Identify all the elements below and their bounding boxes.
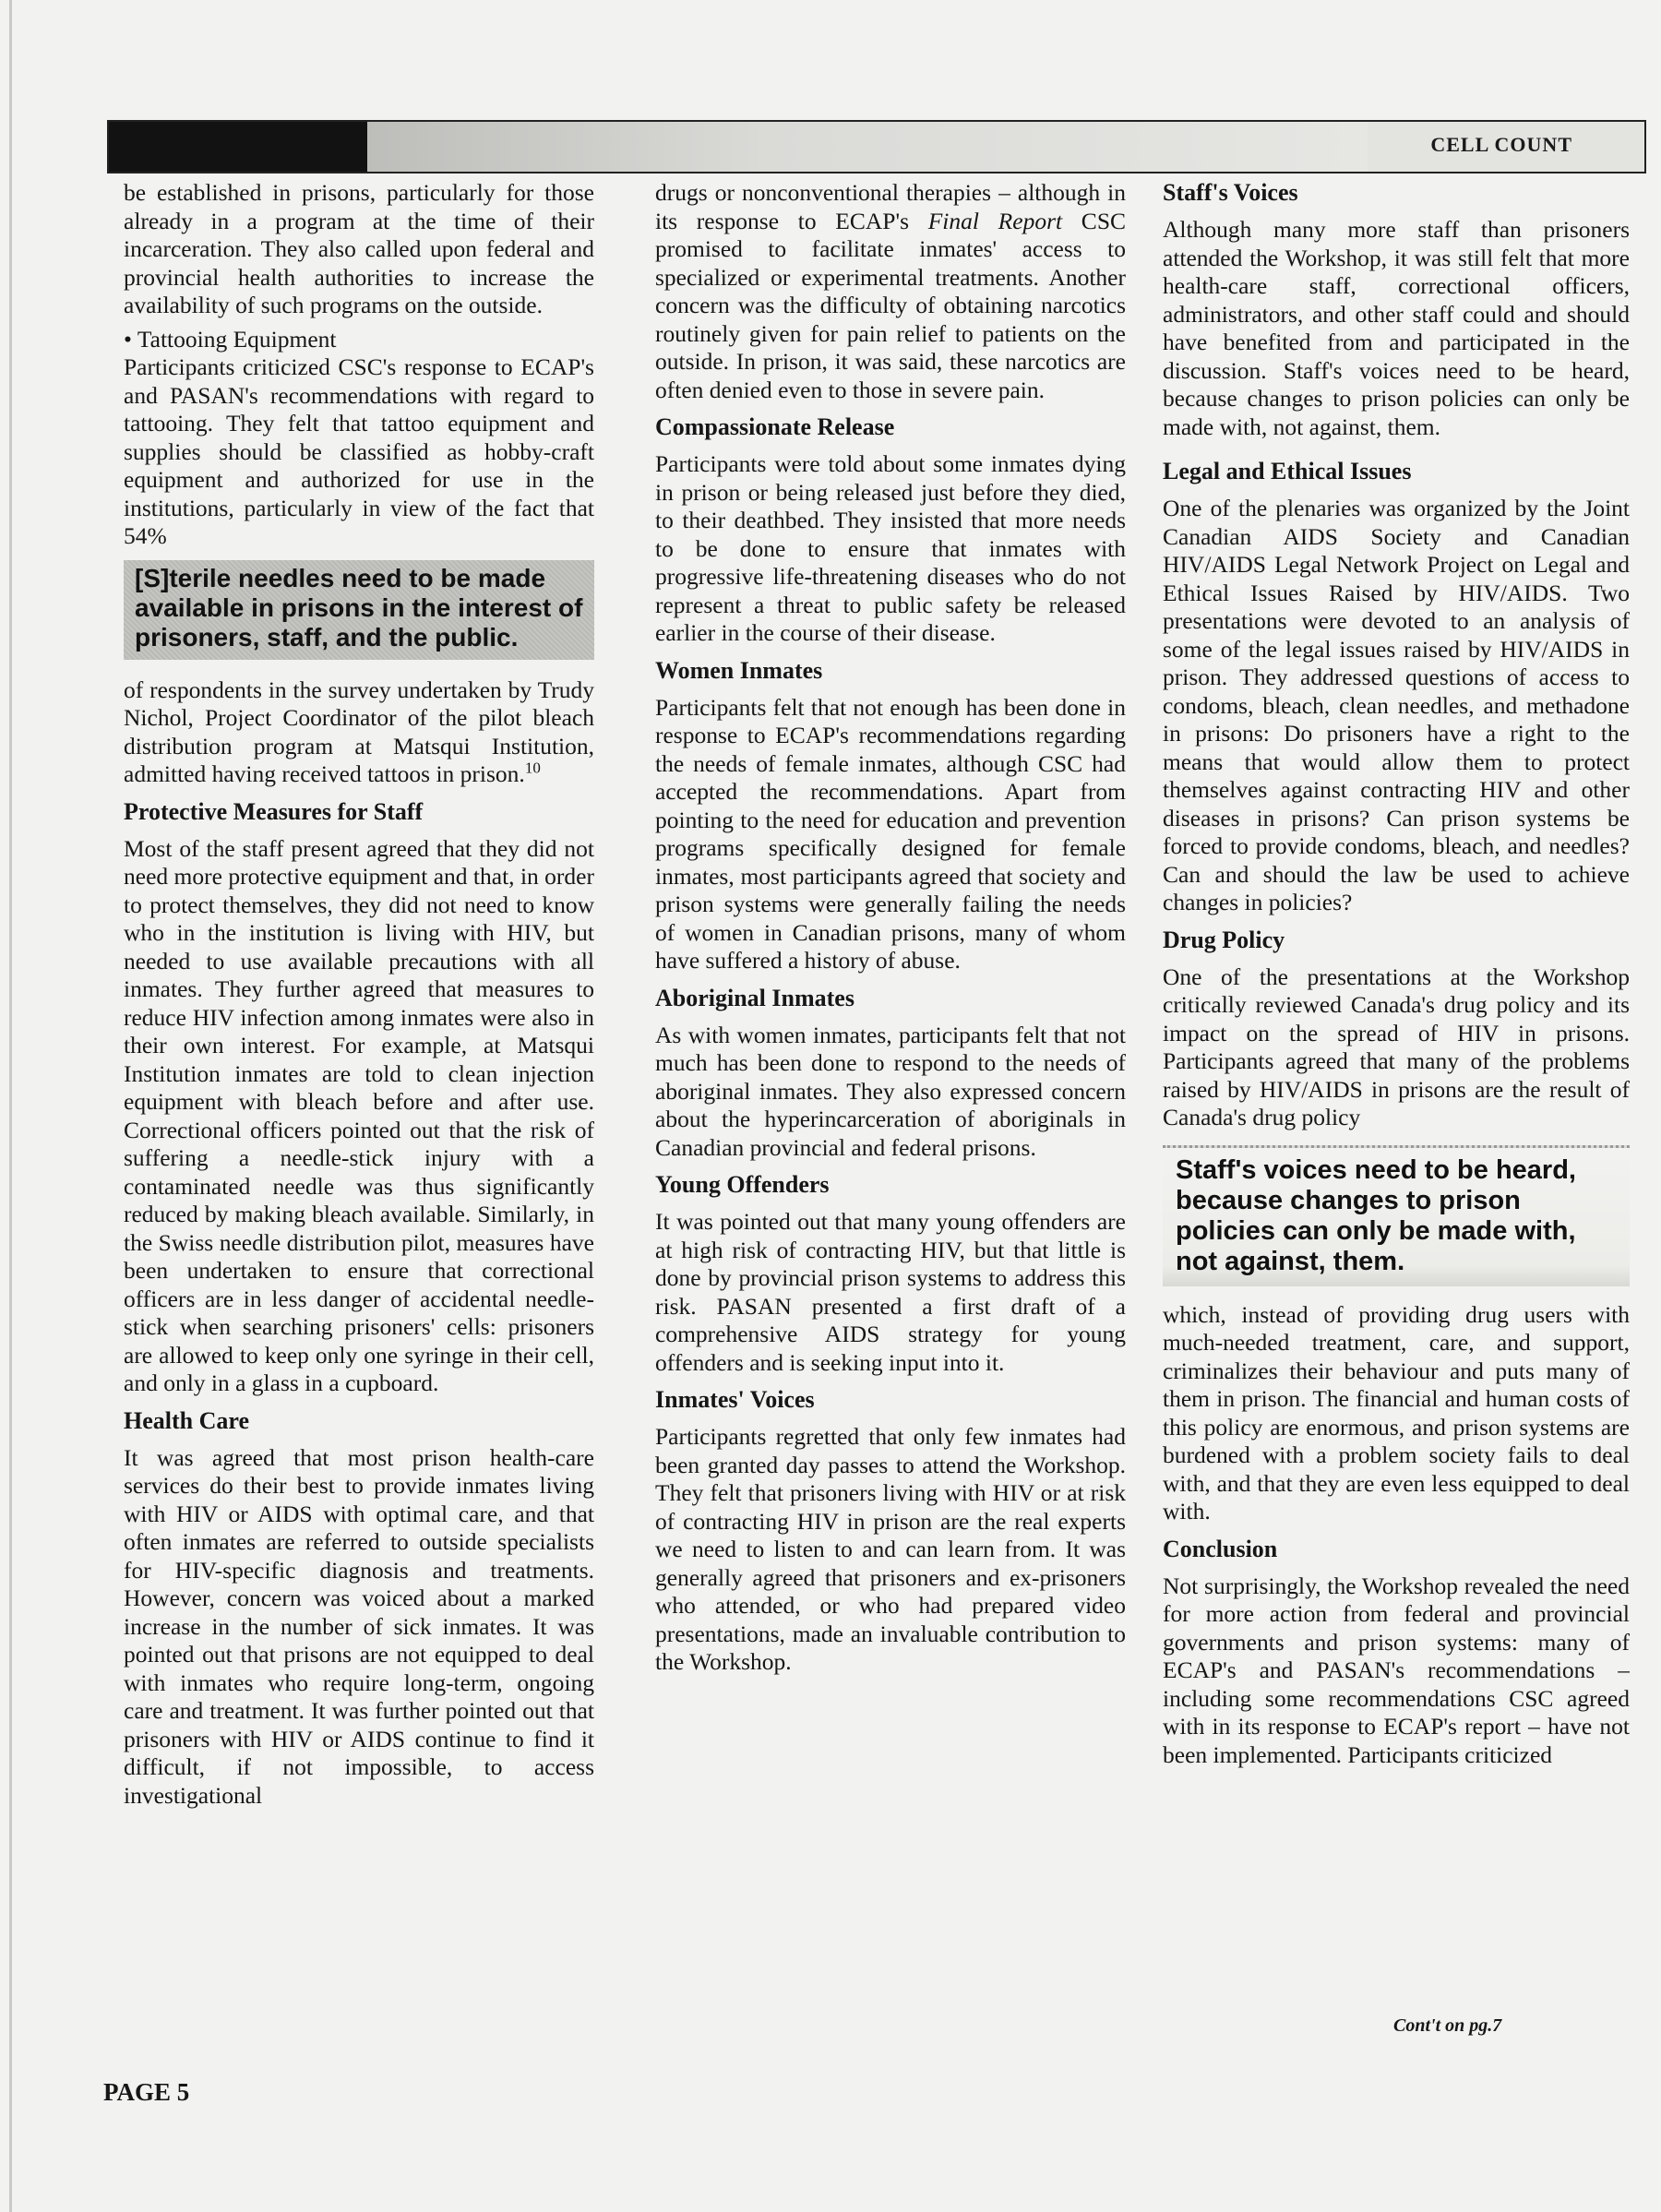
section-heading: Legal and Ethical Issues (1163, 458, 1412, 484)
section-heading: Aboriginal Inmates (655, 984, 854, 1011)
section-heading: Conclusion (1163, 1535, 1278, 1562)
page-number: PAGE 5 (103, 2078, 190, 2106)
report-title: Final Report (927, 207, 1063, 234)
paragraph: One of the presentations at the Workshop critically reviewed Canada's drug policy and its impact on the spread of HIV in prisons. Participants agreed that many of the problems raised by HIV/AIDS in prisons are the result of Canada's drug policy (1163, 963, 1630, 1130)
paragraph: One of the plenaries was organized by the Joint Canadian AIDS Society and Canadian HIV/AIDS Legal Network Project on Legal and Ethical Issues Raised by HIV/AIDS. Two presentations were devoted to an analysis of some of the legal issues raised by HIV/AIDS in prison. They addressed questions of access to condoms, bleach, clean needles, and methadone in prisons: Do prisoners have a right to the means that would allow them to protect themselves against contracting HIV and other diseases in prisons? Can prison systems be forced to provide condoms, bleach, and needles? Can and should the law be used to achieve changes in policies? (1163, 495, 1630, 915)
paragraph: Participants felt that not enough has been done in response to ECAP's recommendations regarding the needs of female inmates, although CSC had accepted the recommendations. Apart from pointing to the need for education and prevention programs specifically designed for female inmates, most participants agreed that society and prison systems were generally failing the needs of women in Canadian prisons, many of whom have suffered a history of abuse. (655, 693, 1126, 974)
paragraph: As with women inmates, participants felt that not much has been done to respond to the needs of aboriginal inmates. They also expressed concern about the hyperincarceration of aboriginals in Canadian provincial and federal prisons. (655, 1021, 1126, 1161)
column-1 (124, 179, 594, 2039)
pull-quote: [S]terile needles need to be made available in prisons in the interest of prisoners, staff, and the public. (124, 560, 594, 660)
newsletter-title: CELL COUNT (1430, 133, 1572, 156)
column-3 (1163, 179, 1630, 2039)
paragraph: Although many more staff than prisoners attended the Workshop, it was still felt that more health-care staff, correctional officers, administrators, and other staff could and should have benefited from and participated in the discussion. Staff's voices need to be heard, because changes to prison policies can only be made with, not against, them. (1163, 216, 1630, 440)
bullet-heading: • Tattooing Equipment (124, 325, 337, 353)
pull-quote: Staff's voices need to be heard, because changes to prison policies can only be made with, not against, them. (1163, 1145, 1630, 1286)
paragraph: which, instead of providing drug users with much-needed treatment, care, and support, criminalizes their behaviour and puts many of them in prison. The financial and human costs of this policy are enormous, and prison systems are burdened with a problem society fails to deal with, and that they are even less equipped to deal with. (1163, 1300, 1630, 1524)
paragraph: of respondents in the survey undertaken by Trudy Nichol, Project Coordinator of the pilot bleach distribution program at Matsqui Institution, admitted having received tattoos in prison.$^{10}$ (124, 676, 594, 787)
paragraph: Participants were told about some inmates dying in prison or being released just before they died, to their deathbed. They insisted that more needs to be done to ensure that inmates with progressive life-threatening diseases who do not represent a threat to public safety be released earlier in the course of their disease. (655, 450, 1126, 646)
section-heading: Inmates' Voices (655, 1386, 815, 1413)
header-bar (107, 120, 1646, 173)
paragraph: It was agreed that most prison health-care services do their best to provide inmates living with HIV or AIDS with optimal care, and that often inmates are referred to outside specialists for HIV-specific diagnosis and treatments. However, concern was voiced about a marked increase in the number of sick inmates. It was pointed out that prisons are not equipped to deal with inmates who require long-term, ongoing care and treatment. It was further pointed out that prisoners with HIV or AIDS continue to find it difficult, if not impossible, to access investigational (124, 1443, 594, 1809)
section-heading: Young Offenders (655, 1171, 830, 1198)
section-heading: Drug Policy (1163, 926, 1285, 953)
header-shade (367, 122, 1368, 172)
paragraph: be established in prisons, particularly for those already in a program at the time of their incarceration. They also called upon federal and provincial health authorities to increase the availability of such programs on the outside. (124, 179, 594, 318)
section-heading: Staff's Voices (1163, 179, 1298, 206)
paragraph: Most of the staff present agreed that they did not need more protective equipment and that, in order to protect themselves, they did not need to know who in the institution is living with HIV, but needed to use available precautions with all inmates. They further agreed that measures to reduce HIV infection among inmates were also in their own interest. For example, at Matsqui Institution inmates are told to clean injection equipment with bleach before and after use. Correctional officers pointed out that the risk of suffering a needle-stick injury with a contaminated needle was thus significantly reduced by making bleach available. Similarly, in the Swiss needle distribution pilot, measures have been undertaken to ensure that correctional officers are in less danger of accidental needle-stick when searching prisoners' cells: prisoners are allowed to keep only one syringe in their cell, and only in a glass in a cupboard. (124, 834, 594, 1396)
section-heading: Compassionate Release (655, 413, 895, 440)
column-2 (655, 179, 1126, 2039)
paragraph: drugs or nonconventional therapies – although in its response to ECAP's Final Report CSC promised to facilitate inmates' access to specialized or experimental treatments. Another concern was the difficulty of obtaining narcotics routinely given for pain relief to patients on the outside. In prison, it was said, these narcotics are often denied even to those in severe pain. (655, 179, 1126, 403)
section-heading: Women Inmates (655, 656, 823, 684)
paragraph: Participants regretted that only few inmates had been granted day passes to attend the Workshop. They felt that prisoners living with HIV or at risk of contracting HIV in prison are the real experts we need to listen to and can learn from. It was generally agreed that prisoners and ex-prisoners who attended, or who had prepared video presentations, made an invaluable contribution to the Workshop. (655, 1423, 1126, 1675)
paragraph: Participants criticized CSC's response to ECAP's and PASAN's recommendations with regard to tattooing. They felt that tattoo equipment and supplies should be classified as hobby-craft equipment and authorized for use in the institutions, particularly in view of the fact that 54% (124, 353, 594, 549)
page-edge (9, 0, 12, 2212)
paragraph: It was pointed out that many young offenders are at high risk of contracting HIV, but that little is done by provincial prison systems to address this risk. PASAN presented a first draft of a comprehensive AIDS strategy for young offenders and is seeking input into it. (655, 1208, 1126, 1376)
footnote-ref: 10 (524, 759, 541, 777)
section-heading: Health Care (124, 1406, 249, 1434)
paragraph: Not surprisingly, the Workshop revealed the need for more action from federal and provincial governments and prison systems: many of ECAP's and PASAN's recommendations – including some recommendations CSC agreed with in its response to ECAP's report – have not been implemented. Participants criticized (1163, 1572, 1630, 1768)
section-heading: Protective Measures for Staff (124, 797, 424, 825)
header-black-block (109, 122, 367, 172)
continued-note: Cont't on pg.7 (1393, 2015, 1502, 2036)
